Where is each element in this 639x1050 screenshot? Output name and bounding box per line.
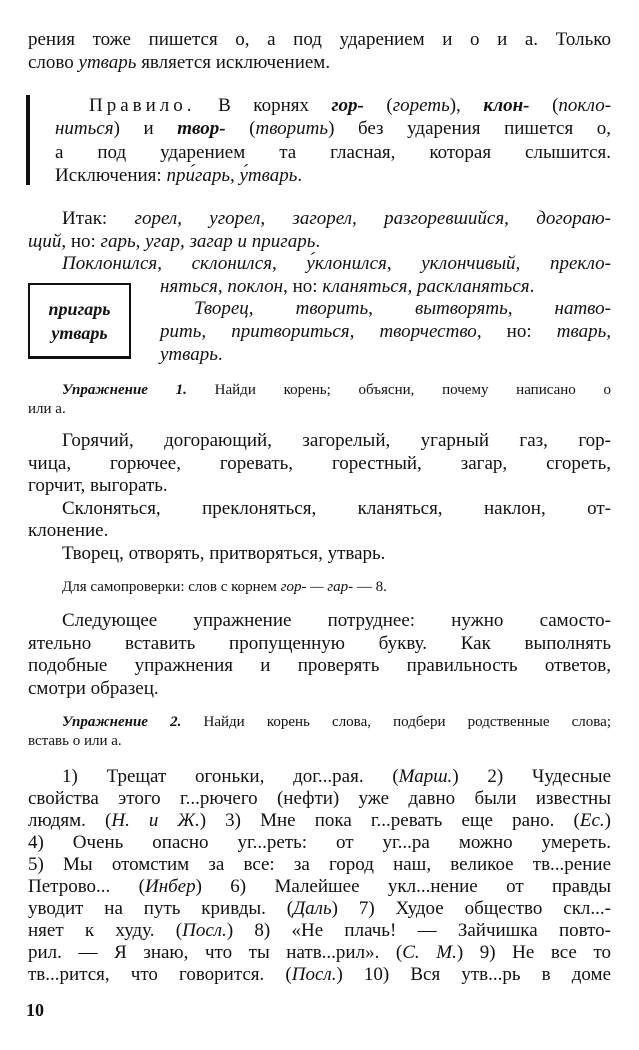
text-line — [28, 655, 611, 678]
text-segment: тв...рится, что говорится. ( — [28, 964, 292, 985]
text-segment: вставь о или а. — [28, 733, 122, 749]
text-line — [28, 766, 611, 788]
text-segment: В корнях — [195, 95, 332, 116]
exercise-2-heading — [28, 713, 611, 751]
text-segment: гор- — [331, 95, 364, 116]
text-segment: Посл. — [182, 920, 227, 941]
text-segment: уводит на путь кривды. ( — [28, 898, 294, 919]
text-line — [28, 898, 611, 920]
text-segment: а под ударением та гласная, которая слышится. — [55, 141, 611, 163]
text-segment: чица, горючее, горевать, горестный, загар, сгореть, — [28, 452, 611, 474]
text-segment: Инбер — [144, 876, 196, 897]
text-segment: ) 2) Чудесные — [452, 766, 611, 787]
exercise-1-heading — [28, 381, 611, 419]
text-line — [28, 876, 611, 898]
text-segment: ) 7) Худое общество скл...- — [331, 898, 611, 919]
text-segment: слово — [28, 51, 79, 73]
text-segment: Упражнение 2. — [62, 714, 182, 730]
text-line — [28, 29, 611, 52]
text-segment: . — [529, 275, 535, 297]
text-segment: Посл. — [291, 964, 337, 985]
text-line — [55, 94, 611, 117]
intro-paragraph — [28, 29, 611, 74]
text-segment: . — [297, 164, 303, 186]
self-check-note — [28, 578, 611, 597]
text-segment: Петрово... ( — [28, 876, 145, 897]
text-line — [28, 231, 611, 254]
text-segment: . — [217, 343, 223, 365]
text-segment: Итак: — [62, 208, 135, 229]
text-line — [160, 298, 611, 321]
text-line — [28, 610, 611, 633]
text-segment: смотри образец. — [28, 677, 159, 699]
text-segment: 1) Трещат огоньки, дог...рая. ( — [62, 766, 399, 787]
text-segment: Следующее упражнение потруднее: нужно самосто- — [62, 610, 611, 631]
text-line — [28, 381, 611, 400]
text-segment: Марш. — [398, 766, 453, 787]
text-line — [28, 810, 611, 832]
text-segment: . — [315, 230, 321, 252]
text-line — [55, 141, 611, 164]
text-line — [28, 453, 611, 476]
text-segment: ) — [604, 810, 611, 831]
text-line — [28, 964, 611, 986]
text-segment: клон- — [483, 95, 530, 116]
rule-block — [55, 94, 611, 187]
text-segment: Найди корень слова, подбери родственные слова; — [181, 714, 611, 730]
text-segment: кланяться, раскланяться — [322, 275, 530, 297]
text-segment: при́гарь, у́тварь — [166, 164, 298, 186]
text-line — [160, 344, 611, 367]
text-segment: ниться — [55, 118, 114, 140]
text-line — [28, 678, 611, 701]
text-line — [28, 430, 611, 453]
text-line — [28, 475, 611, 498]
text-segment: ) и — [113, 118, 178, 140]
text-line — [28, 732, 611, 751]
text-line — [28, 208, 611, 231]
text-segment: , но: — [61, 230, 101, 252]
text-segment: рить, притвориться, творчество — [160, 320, 477, 342]
text-segment: тварь, — [556, 320, 611, 342]
text-segment: ятельно вставить пропущенную букву. Как выполнять — [28, 632, 611, 654]
rule-sidebar-bar — [26, 95, 30, 185]
text-segment: ) 3) Мне пока г...ревать еще рано. ( — [199, 810, 580, 831]
instructions-paragraph — [28, 610, 611, 700]
text-segment: горчит, выгорать. — [28, 475, 168, 497]
text-line — [28, 498, 611, 521]
text-segment: горел, угорел, загорел, разгоревшийся, догораю- — [134, 208, 611, 229]
text-segment: 4) Очень опасно уг...реть: от уг...ра можно умереть. — [28, 832, 611, 853]
text-segment: ), — [449, 95, 484, 116]
text-line — [28, 788, 611, 810]
text-segment: гореть — [392, 95, 450, 116]
text-segment: ) 10) Вся утв...рь в доме — [336, 964, 611, 985]
text-segment: Творец, творить, вытворять, натво- — [194, 298, 611, 320]
text-segment: ) 8) «Не плачь! — Зайчишка повто- — [226, 920, 612, 941]
text-line — [28, 713, 611, 732]
text-segment: гарь, угар, загар и пригарь — [100, 230, 316, 252]
text-segment: Упражнение 1. — [62, 382, 187, 398]
text-line — [55, 164, 611, 187]
text-segment: Даль — [293, 898, 332, 919]
text-segment: рил. — Я знаю, что ты натв...рил». ( — [28, 942, 403, 963]
page-number: 10 — [26, 1000, 44, 1020]
text-segment: ( — [529, 95, 559, 116]
text-line — [160, 321, 611, 344]
text-line — [28, 400, 611, 419]
text-segment: — 8. — [353, 579, 387, 595]
text-segment: ) 9) Не все то — [456, 942, 611, 963]
text-line — [28, 52, 611, 75]
text-segment: щий — [28, 230, 62, 252]
text-segment: подобные упражнения и проверять правильность ответов, — [28, 655, 611, 677]
text-segment: гор- — гар- — [280, 579, 354, 595]
text-line — [28, 942, 611, 964]
text-segment: утварь — [78, 51, 137, 73]
text-segment: людям. ( — [28, 810, 112, 831]
text-segment: ) без ударения пишется о, — [328, 118, 612, 140]
text-line — [28, 520, 611, 543]
text-segment: Поклонился, склонился, у́клонился, уклончивый, прекло- — [62, 253, 611, 275]
text-segment: няться, поклон — [160, 275, 284, 297]
box-word: пригарь — [48, 298, 111, 319]
text-segment: клонение. — [28, 520, 109, 542]
text-segment: Ес. — [579, 810, 605, 831]
text-segment: Исключения: — [55, 164, 167, 186]
text-segment: рения тоже пишется о, а под ударением и о и а. Только — [28, 29, 611, 50]
box-word: утварь — [51, 322, 108, 343]
text-segment: ( — [363, 95, 393, 116]
text-line — [28, 578, 611, 597]
text-line — [28, 854, 611, 876]
exceptions-box — [28, 283, 131, 359]
exercise-1-words — [28, 430, 611, 566]
text-segment: няет к худу. ( — [28, 920, 183, 941]
text-segment: или а. — [28, 401, 66, 417]
text-line — [28, 253, 611, 276]
text-segment: ) 6) Малейшее укл...нение от правды — [195, 876, 611, 897]
text-segment: ( — [225, 118, 256, 140]
text-segment: С. М. — [402, 942, 457, 963]
text-segment: Склоняться, преклоняться, кланяться, наклон, от- — [62, 497, 611, 519]
text-line — [28, 920, 611, 942]
text-line — [160, 276, 611, 299]
text-segment: 5) Мы отомстим за все: за город наш, великое тв...рение — [28, 854, 611, 875]
text-line — [28, 832, 611, 854]
text-segment: Правило. — [89, 95, 196, 116]
text-line — [28, 543, 611, 566]
text-segment: Творец, отворять, притворяться, утварь. — [62, 542, 386, 564]
text-segment: покло- — [558, 95, 612, 116]
text-segment: свойства этого г...рючего (нефти) уже давно были известны — [28, 788, 611, 809]
text-segment: творить — [255, 118, 329, 140]
text-segment: твор- — [177, 118, 226, 140]
text-segment: Для самопроверки: слов с корнем — [62, 579, 281, 595]
text-segment: является исключением. — [136, 51, 331, 73]
text-segment: , но: — [476, 320, 557, 342]
exercise-2-text — [28, 766, 611, 986]
text-line — [55, 117, 611, 140]
text-segment: Найди корень; объясни, почему написано о — [186, 382, 611, 398]
text-line — [28, 633, 611, 656]
text-segment: утварь — [160, 343, 218, 365]
text-segment: Горячий, догорающий, загорелый, угарный газ, гор- — [62, 430, 611, 451]
text-segment: Н. и Ж. — [111, 810, 200, 831]
text-segment: , но: — [283, 275, 323, 297]
